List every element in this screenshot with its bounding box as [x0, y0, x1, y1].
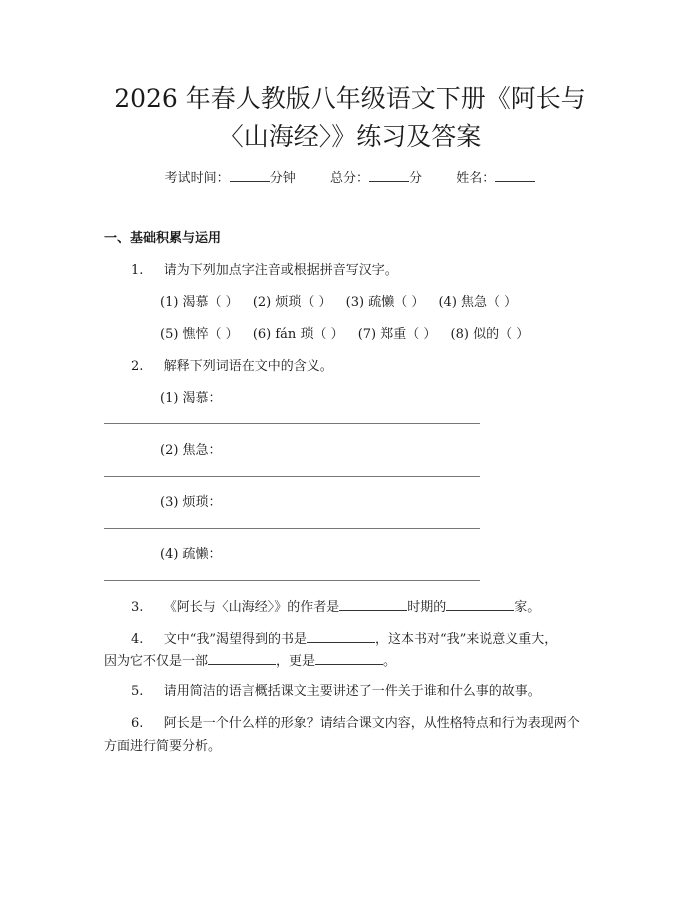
question-2-number: 2.	[131, 359, 144, 374]
document-title-line-1: 2026 年春人教版八年级语文下册《阿长与	[114, 84, 586, 113]
question-1-row-2	[160, 325, 529, 345]
answer-line[interactable]	[104, 423, 480, 424]
question-4-text-b: ，这本书对“我”来说意义重大，	[374, 632, 558, 647]
question-1	[131, 261, 398, 281]
name-label: 姓名：	[456, 171, 496, 186]
exam-time-unit: 分钟	[269, 171, 296, 186]
q2-item-3: (3) 烦琐：	[160, 495, 222, 510]
q2-item-4: (4) 疏懒：	[160, 547, 222, 562]
exam-time-label: 考试时间：	[164, 171, 230, 186]
q1-option-3: (3) 疏懒（ ）	[345, 295, 425, 310]
exam-info	[0, 168, 700, 189]
total-score-label: 总分：	[329, 171, 369, 186]
q1-option-6: (6) fán 琐（ ）	[252, 327, 344, 342]
question-2	[131, 357, 333, 377]
question-4-text-e: 。	[383, 654, 397, 669]
q1-option-2: (2) 烦琐（ ）	[252, 295, 332, 310]
question-4-line-1	[131, 629, 557, 650]
section-heading: 一、基础积累与运用	[104, 231, 222, 246]
question-6-line-2: 方面进行简要分析。	[104, 739, 222, 754]
q1-option-5: (5) 憔悴（ ）	[160, 327, 239, 342]
question-2-text: 解释下列词语在文中的含义。	[163, 359, 333, 374]
document-title-line-2: 〈山海经〉》练习及答案	[218, 122, 482, 151]
q2-item-2: (2) 焦急：	[160, 443, 222, 458]
question-1-number: 1.	[131, 263, 144, 278]
q3-author-blank[interactable]	[339, 597, 407, 611]
q4-book-blank[interactable]	[307, 629, 375, 643]
answer-line[interactable]	[104, 580, 480, 581]
question-4-number: 4.	[131, 632, 144, 647]
question-4-text-d: ，更是	[276, 654, 316, 669]
q4-blank-3[interactable]	[315, 651, 383, 665]
total-score-unit: 分	[409, 171, 423, 186]
question-5	[131, 682, 541, 702]
q1-option-8: (8) 似的（ ）	[450, 327, 530, 342]
name-blank	[495, 168, 535, 182]
question-1-text: 请为下列加点字注音或根据拼音写汉字。	[163, 263, 398, 278]
q2-item-1: (1) 渴慕：	[160, 391, 222, 406]
total-score-blank	[369, 168, 409, 182]
answer-line[interactable]	[104, 476, 480, 477]
q4-blank-2[interactable]	[208, 651, 276, 665]
question-6-text-a: 阿长是一个什么样的形象？请结合课文内容，从性格特点和行为表现两个	[163, 716, 580, 731]
question-4-text-c: 因为它不仅是一部	[104, 654, 209, 669]
question-3	[131, 597, 540, 618]
q1-option-4: (4) 焦急（ ）	[438, 295, 518, 310]
question-5-number: 5.	[131, 684, 144, 699]
question-4-line-2	[104, 651, 396, 672]
q3-profession-blank[interactable]	[446, 597, 514, 611]
q1-option-1: (1) 渴慕（ ）	[160, 295, 239, 310]
question-6-number: 6.	[131, 716, 144, 731]
question-1-row-1	[160, 293, 517, 313]
question-6-line-1	[131, 714, 580, 734]
question-5-text: 请用简洁的语言概括课文主要讲述了一件关于谁和什么事的故事。	[163, 684, 541, 699]
question-3-number: 3.	[131, 600, 144, 615]
exam-time-blank	[230, 168, 270, 182]
question-3-text-a: 《阿长与〈山海经〉》的作者是	[163, 600, 340, 615]
answer-line[interactable]	[104, 528, 480, 529]
q1-option-7: (7) 郑重（ ）	[357, 327, 437, 342]
question-3-text-c: 家。	[514, 600, 541, 615]
question-4-text-a: 文中“我”渴望得到的书是	[163, 632, 307, 647]
question-3-text-b: 时期的	[407, 600, 447, 615]
